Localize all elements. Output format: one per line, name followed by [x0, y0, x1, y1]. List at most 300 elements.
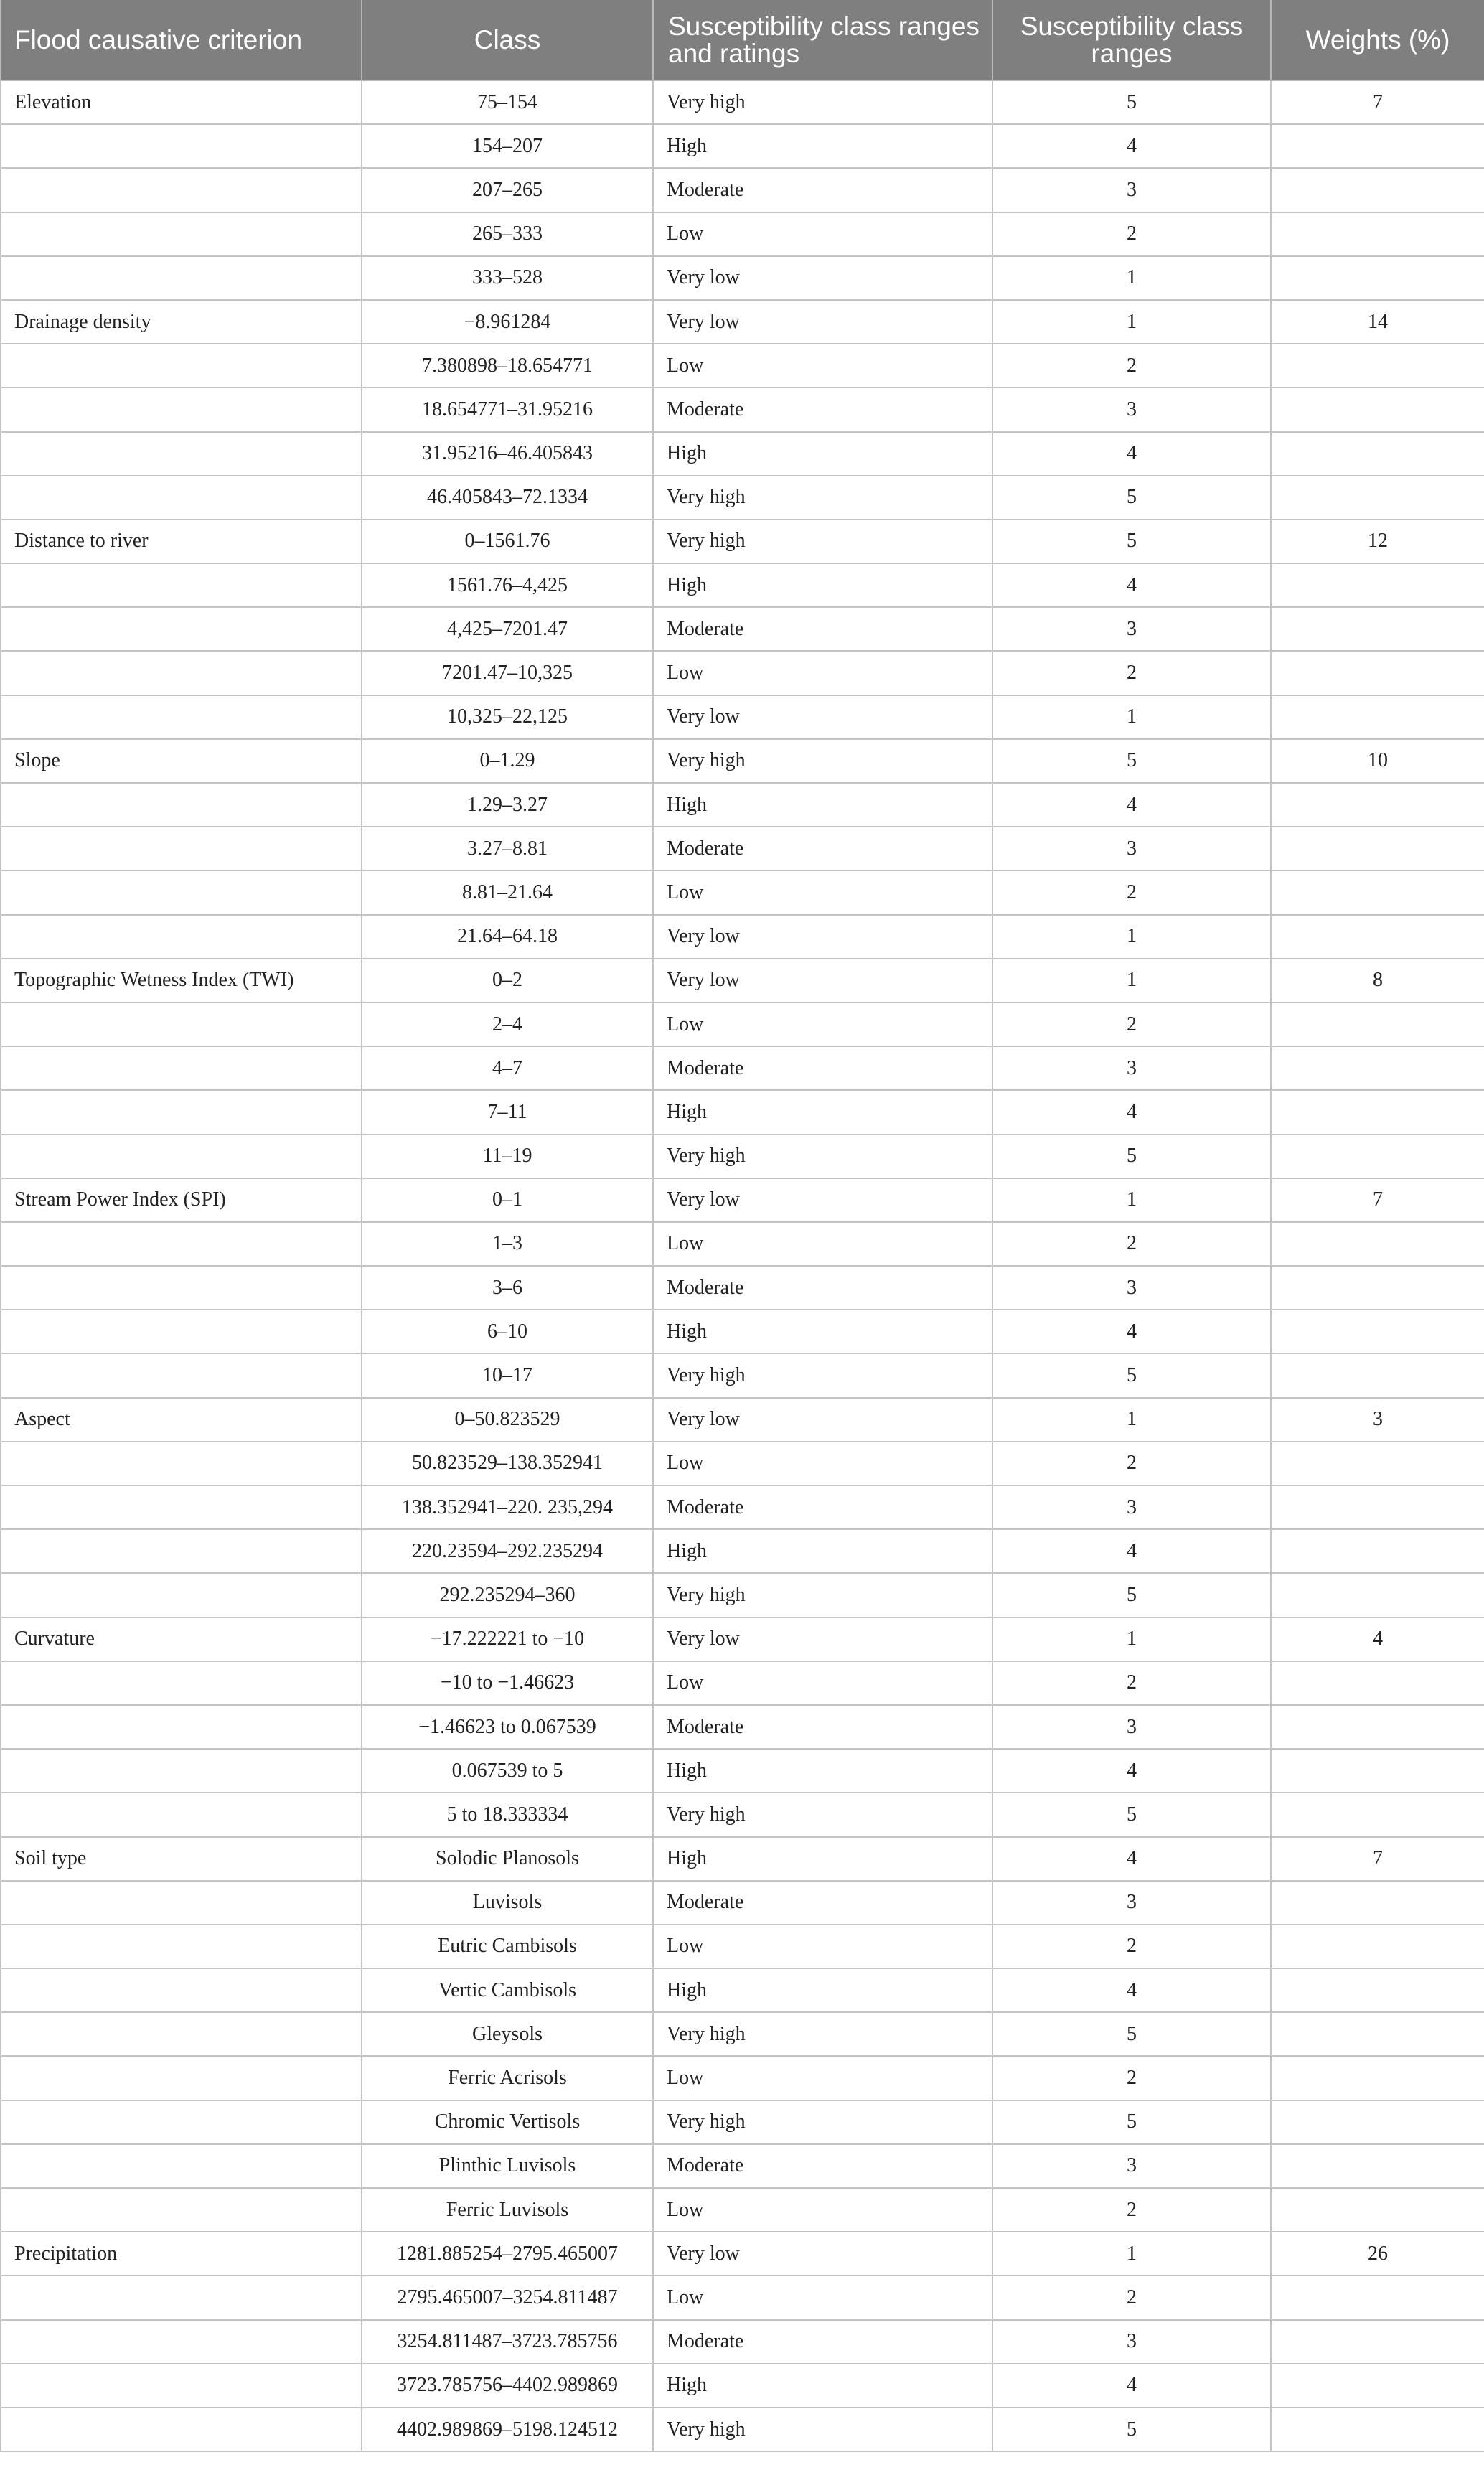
class-cell: 21.64–64.18	[362, 915, 653, 959]
weight-cell	[1271, 2144, 1484, 2188]
criterion-cell	[1, 1135, 362, 1178]
class-cell: 7.380898–18.654771	[362, 344, 653, 388]
weight-cell	[1271, 651, 1484, 695]
class-cell: 4,425–7201.47	[362, 607, 653, 651]
class-cell: 0.067539 to 5	[362, 1749, 653, 1793]
range-cell: 5	[992, 1793, 1271, 1836]
table-row	[1, 2276, 1484, 2319]
weight-cell	[1271, 1222, 1484, 1266]
class-cell: −10 to −1.46623	[362, 1661, 653, 1705]
class-cell: 292.235294–360	[362, 1573, 653, 1617]
criterion-cell	[1, 212, 362, 256]
weight-cell: 10	[1271, 739, 1484, 783]
table-row	[1, 1178, 1484, 1222]
class-cell: 207–265	[362, 168, 653, 212]
header-range: Susceptibility class ranges	[992, 0, 1271, 80]
class-cell: 1561.76–4,425	[362, 563, 653, 607]
criterion-cell	[1, 1749, 362, 1793]
rating-cell: High	[653, 1968, 992, 2012]
rating-cell: Low	[653, 1661, 992, 1705]
criterion-cell	[1, 2144, 362, 2188]
class-cell: 2795.465007–3254.811487	[362, 2276, 653, 2319]
class-cell: Eutric Cambisols	[362, 1925, 653, 1968]
rating-cell: Very low	[653, 256, 992, 300]
class-cell: 50.823529–138.352941	[362, 1442, 653, 1485]
range-cell: 2	[992, 651, 1271, 695]
class-cell: 138.352941–220. 235,294	[362, 1485, 653, 1529]
header-rating: Susceptibility class ranges and ratings	[653, 0, 992, 80]
criterion-cell: Elevation	[1, 80, 362, 124]
criterion-cell	[1, 2364, 362, 2408]
class-cell: 3254.811487–3723.785756	[362, 2320, 653, 2364]
weight-cell	[1271, 915, 1484, 959]
table-row	[1, 1090, 1484, 1134]
rating-cell: Low	[653, 1002, 992, 1046]
rating-cell: Low	[653, 2276, 992, 2319]
range-cell: 5	[992, 476, 1271, 520]
criterion-cell	[1, 476, 362, 520]
rating-cell: Very high	[653, 2012, 992, 2056]
table-row	[1, 695, 1484, 739]
range-cell: 5	[992, 1135, 1271, 1178]
class-cell: −1.46623 to 0.067539	[362, 1705, 653, 1749]
class-cell: 265–333	[362, 212, 653, 256]
class-cell: 31.95216–46.405843	[362, 432, 653, 476]
header-row	[1, 0, 1484, 80]
criterion-cell	[1, 870, 362, 914]
class-cell: 1–3	[362, 1222, 653, 1266]
criterion-cell	[1, 1310, 362, 1353]
weight-cell	[1271, 1529, 1484, 1573]
criterion-cell	[1, 1529, 362, 1573]
weight-cell	[1271, 2056, 1484, 2100]
weight-cell: 8	[1271, 959, 1484, 1002]
weight-cell	[1271, 1573, 1484, 1617]
range-cell: 1	[992, 300, 1271, 344]
weight-cell	[1271, 783, 1484, 827]
range-cell: 4	[992, 124, 1271, 168]
table-row	[1, 2188, 1484, 2232]
table-header	[1, 0, 1484, 80]
criterion-cell	[1, 607, 362, 651]
criterion-cell	[1, 1090, 362, 1134]
table-row	[1, 1661, 1484, 1705]
table-row	[1, 607, 1484, 651]
criterion-cell	[1, 1046, 362, 1090]
class-cell: Ferric Acrisols	[362, 2056, 653, 2100]
class-cell: 333–528	[362, 256, 653, 300]
range-cell: 1	[992, 695, 1271, 739]
weight-cell	[1271, 563, 1484, 607]
class-cell: 8.81–21.64	[362, 870, 653, 914]
range-cell: 2	[992, 2188, 1271, 2232]
range-cell: 3	[992, 1046, 1271, 1090]
rating-cell: Moderate	[653, 168, 992, 212]
table-row	[1, 520, 1484, 563]
table-row	[1, 388, 1484, 431]
range-cell: 1	[992, 915, 1271, 959]
range-cell: 3	[992, 1881, 1271, 1925]
class-cell: 3–6	[362, 1266, 653, 1310]
rating-cell: Low	[653, 212, 992, 256]
class-cell: 0–1	[362, 1178, 653, 1222]
table-row	[1, 256, 1484, 300]
class-cell: Gleysols	[362, 2012, 653, 2056]
criterion-cell	[1, 1442, 362, 1485]
range-cell: 2	[992, 1442, 1271, 1485]
range-cell: 4	[992, 563, 1271, 607]
rating-cell: High	[653, 1310, 992, 1353]
rating-cell: High	[653, 563, 992, 607]
header-criterion: Flood causative criterion	[1, 0, 362, 80]
class-cell: −17.222221 to −10	[362, 1617, 653, 1661]
weight-cell	[1271, 607, 1484, 651]
weight-cell	[1271, 168, 1484, 212]
table-row	[1, 1310, 1484, 1353]
table-row	[1, 1793, 1484, 1836]
criterion-cell	[1, 388, 362, 431]
class-cell: 2–4	[362, 1002, 653, 1046]
table-row	[1, 1398, 1484, 1442]
rating-cell: Moderate	[653, 2144, 992, 2188]
range-cell: 2	[992, 212, 1271, 256]
criterion-cell	[1, 695, 362, 739]
class-cell: 3.27–8.81	[362, 827, 653, 870]
range-cell: 3	[992, 1485, 1271, 1529]
rating-cell: Moderate	[653, 607, 992, 651]
range-cell: 3	[992, 2144, 1271, 2188]
range-cell: 5	[992, 1353, 1271, 1397]
weight-cell	[1271, 2364, 1484, 2408]
criterion-cell: Slope	[1, 739, 362, 783]
range-cell: 1	[992, 1617, 1271, 1661]
table-row	[1, 1266, 1484, 1310]
class-cell: 0–50.823529	[362, 1398, 653, 1442]
rating-cell: Very high	[653, 2100, 992, 2144]
table-row	[1, 1222, 1484, 1266]
rating-cell: Very low	[653, 1617, 992, 1661]
table-row	[1, 344, 1484, 388]
criterion-cell	[1, 432, 362, 476]
rating-cell: Moderate	[653, 1485, 992, 1529]
criterion-cell	[1, 1705, 362, 1749]
range-cell: 1	[992, 1178, 1271, 1222]
rating-cell: High	[653, 1529, 992, 1573]
table-row	[1, 1837, 1484, 1881]
rating-cell: Low	[653, 1222, 992, 1266]
table-row	[1, 1881, 1484, 1925]
class-cell: 1281.885254–2795.465007	[362, 2232, 653, 2276]
criterion-cell	[1, 915, 362, 959]
range-cell: 5	[992, 2100, 1271, 2144]
criterion-cell	[1, 344, 362, 388]
class-cell: 10,325–22,125	[362, 695, 653, 739]
rating-cell: Moderate	[653, 1266, 992, 1310]
rating-cell: Very high	[653, 1135, 992, 1178]
criterion-cell	[1, 1661, 362, 1705]
weight-cell	[1271, 388, 1484, 431]
weight-cell	[1271, 2276, 1484, 2319]
weight-cell	[1271, 1705, 1484, 1749]
criterion-cell: Precipitation	[1, 2232, 362, 2276]
table-row	[1, 476, 1484, 520]
rating-cell: High	[653, 1090, 992, 1134]
class-cell: 7201.47–10,325	[362, 651, 653, 695]
criterion-cell	[1, 1222, 362, 1266]
weight-cell: 7	[1271, 80, 1484, 124]
table-row	[1, 212, 1484, 256]
table-row	[1, 2232, 1484, 2276]
class-cell: 18.654771–31.95216	[362, 388, 653, 431]
table-row	[1, 1573, 1484, 1617]
rating-cell: Low	[653, 870, 992, 914]
class-cell: 7–11	[362, 1090, 653, 1134]
weight-cell: 7	[1271, 1837, 1484, 1881]
criterion-cell	[1, 1002, 362, 1046]
rating-cell: Low	[653, 344, 992, 388]
weight-cell	[1271, 1968, 1484, 2012]
rating-cell: Low	[653, 1925, 992, 1968]
rating-cell: Very low	[653, 695, 992, 739]
range-cell: 5	[992, 739, 1271, 783]
rating-cell: Very low	[653, 1178, 992, 1222]
criterion-cell	[1, 563, 362, 607]
weight-cell	[1271, 1661, 1484, 1705]
criterion-cell	[1, 1881, 362, 1925]
class-cell: 3723.785756–4402.989869	[362, 2364, 653, 2408]
range-cell: 2	[992, 344, 1271, 388]
weight-cell	[1271, 212, 1484, 256]
table-row	[1, 2012, 1484, 2056]
rating-cell: High	[653, 783, 992, 827]
range-cell: 1	[992, 256, 1271, 300]
weight-cell: 3	[1271, 1398, 1484, 1442]
criterion-cell	[1, 2276, 362, 2319]
range-cell: 4	[992, 1968, 1271, 2012]
table-row	[1, 300, 1484, 344]
rating-cell: High	[653, 1749, 992, 1793]
class-cell: 4–7	[362, 1046, 653, 1090]
table-row	[1, 124, 1484, 168]
class-cell: −8.961284	[362, 300, 653, 344]
rating-cell: High	[653, 2364, 992, 2408]
table-row	[1, 1353, 1484, 1397]
weight-cell	[1271, 124, 1484, 168]
weight-cell	[1271, 1442, 1484, 1485]
rating-cell: Very low	[653, 959, 992, 1002]
table-row	[1, 2144, 1484, 2188]
weight-cell	[1271, 2408, 1484, 2451]
weight-cell	[1271, 1266, 1484, 1310]
weight-cell	[1271, 1485, 1484, 1529]
range-cell: 2	[992, 1002, 1271, 1046]
weight-cell: 12	[1271, 520, 1484, 563]
criterion-cell	[1, 783, 362, 827]
weight-cell	[1271, 827, 1484, 870]
weight-cell	[1271, 1310, 1484, 1353]
range-cell: 3	[992, 388, 1271, 431]
rating-cell: High	[653, 432, 992, 476]
range-cell: 4	[992, 1310, 1271, 1353]
table-row	[1, 80, 1484, 124]
range-cell: 2	[992, 870, 1271, 914]
range-cell: 3	[992, 2320, 1271, 2364]
table-row	[1, 1749, 1484, 1793]
rating-cell: Moderate	[653, 827, 992, 870]
table-row	[1, 1968, 1484, 2012]
table-row	[1, 563, 1484, 607]
class-cell: 75–154	[362, 80, 653, 124]
weight-cell	[1271, 1002, 1484, 1046]
class-cell: 10–17	[362, 1353, 653, 1397]
table-row	[1, 1617, 1484, 1661]
class-cell: 6–10	[362, 1310, 653, 1353]
criterion-cell	[1, 2012, 362, 2056]
range-cell: 2	[992, 1661, 1271, 1705]
table-row	[1, 2056, 1484, 2100]
criterion-cell	[1, 2100, 362, 2144]
rating-cell: High	[653, 1837, 992, 1881]
class-cell: 154–207	[362, 124, 653, 168]
range-cell: 1	[992, 2232, 1271, 2276]
rating-cell: Very high	[653, 739, 992, 783]
range-cell: 5	[992, 2012, 1271, 2056]
criterion-cell: Soil type	[1, 1837, 362, 1881]
class-cell: 0–1561.76	[362, 520, 653, 563]
class-cell: Vertic Cambisols	[362, 1968, 653, 2012]
weight-cell: 26	[1271, 2232, 1484, 2276]
rating-cell: Very low	[653, 1398, 992, 1442]
weight-cell	[1271, 1749, 1484, 1793]
criterion-cell: Curvature	[1, 1617, 362, 1661]
table-row	[1, 915, 1484, 959]
range-cell: 2	[992, 2276, 1271, 2319]
range-cell: 5	[992, 2408, 1271, 2451]
table-row	[1, 2320, 1484, 2364]
table-row	[1, 1705, 1484, 1749]
criterion-cell	[1, 651, 362, 695]
table-row	[1, 1925, 1484, 1968]
table-row	[1, 1529, 1484, 1573]
range-cell: 3	[992, 1266, 1271, 1310]
criterion-cell	[1, 2408, 362, 2451]
class-cell: Chromic Vertisols	[362, 2100, 653, 2144]
rating-cell: Moderate	[653, 2320, 992, 2364]
range-cell: 2	[992, 2056, 1271, 2100]
range-cell: 4	[992, 2364, 1271, 2408]
criterion-cell	[1, 2188, 362, 2232]
weight-cell: 4	[1271, 1617, 1484, 1661]
weight-cell	[1271, 870, 1484, 914]
weight-cell	[1271, 2012, 1484, 2056]
rating-cell: Very high	[653, 476, 992, 520]
rating-cell: Very high	[653, 80, 992, 124]
criterion-cell	[1, 1266, 362, 1310]
class-cell: 5 to 18.333334	[362, 1793, 653, 1836]
rating-cell: Low	[653, 1442, 992, 1485]
range-cell: 1	[992, 1398, 1271, 1442]
rating-cell: Moderate	[653, 1046, 992, 1090]
table-body	[1, 80, 1484, 2451]
rating-cell: Very low	[653, 2232, 992, 2276]
weight-cell	[1271, 1353, 1484, 1397]
rating-cell: Moderate	[653, 1881, 992, 1925]
table-row	[1, 1046, 1484, 1090]
class-cell: Solodic Planosols	[362, 1837, 653, 1881]
weight-cell	[1271, 476, 1484, 520]
rating-cell: Low	[653, 651, 992, 695]
class-cell: 0–2	[362, 959, 653, 1002]
range-cell: 2	[992, 1222, 1271, 1266]
class-cell: 46.405843–72.1334	[362, 476, 653, 520]
criterion-cell: Drainage density	[1, 300, 362, 344]
class-cell: Plinthic Luvisols	[362, 2144, 653, 2188]
range-cell: 5	[992, 80, 1271, 124]
table-row	[1, 1442, 1484, 1485]
range-cell: 3	[992, 827, 1271, 870]
criterion-cell	[1, 1485, 362, 1529]
class-cell: 220.23594–292.235294	[362, 1529, 653, 1573]
weight-cell	[1271, 432, 1484, 476]
rating-cell: Very high	[653, 1353, 992, 1397]
weight-cell	[1271, 1793, 1484, 1836]
range-cell: 1	[992, 959, 1271, 1002]
range-cell: 5	[992, 520, 1271, 563]
table-row	[1, 783, 1484, 827]
rating-cell: Low	[653, 2056, 992, 2100]
range-cell: 4	[992, 783, 1271, 827]
rating-cell: Moderate	[653, 388, 992, 431]
table-row	[1, 432, 1484, 476]
table-row	[1, 827, 1484, 870]
weight-cell	[1271, 256, 1484, 300]
range-cell: 3	[992, 1705, 1271, 1749]
criterion-cell	[1, 1925, 362, 1968]
criterion-cell	[1, 2056, 362, 2100]
criterion-cell	[1, 124, 362, 168]
criterion-cell: Aspect	[1, 1398, 362, 1442]
header-weight: Weights (%)	[1271, 0, 1484, 80]
range-cell: 4	[992, 1749, 1271, 1793]
rating-cell: High	[653, 124, 992, 168]
weight-cell	[1271, 1135, 1484, 1178]
table-row	[1, 2408, 1484, 2451]
rating-cell: Very low	[653, 915, 992, 959]
table-row	[1, 1485, 1484, 1529]
class-cell: 11–19	[362, 1135, 653, 1178]
weight-cell	[1271, 695, 1484, 739]
table-row	[1, 168, 1484, 212]
weight-cell: 14	[1271, 300, 1484, 344]
criterion-cell	[1, 1573, 362, 1617]
table-row	[1, 2364, 1484, 2408]
table-row	[1, 739, 1484, 783]
class-cell: Ferric Luvisols	[362, 2188, 653, 2232]
table-row	[1, 870, 1484, 914]
range-cell: 2	[992, 1925, 1271, 1968]
criterion-cell	[1, 1793, 362, 1836]
criterion-cell	[1, 168, 362, 212]
weight-cell	[1271, 2100, 1484, 2144]
criterion-cell	[1, 1968, 362, 2012]
range-cell: 3	[992, 607, 1271, 651]
rating-cell: Very high	[653, 1573, 992, 1617]
class-cell: Luvisols	[362, 1881, 653, 1925]
header-class: Class	[362, 0, 653, 80]
range-cell: 5	[992, 1573, 1271, 1617]
criterion-cell: Stream Power Index (SPI)	[1, 1178, 362, 1222]
range-cell: 4	[992, 1090, 1271, 1134]
